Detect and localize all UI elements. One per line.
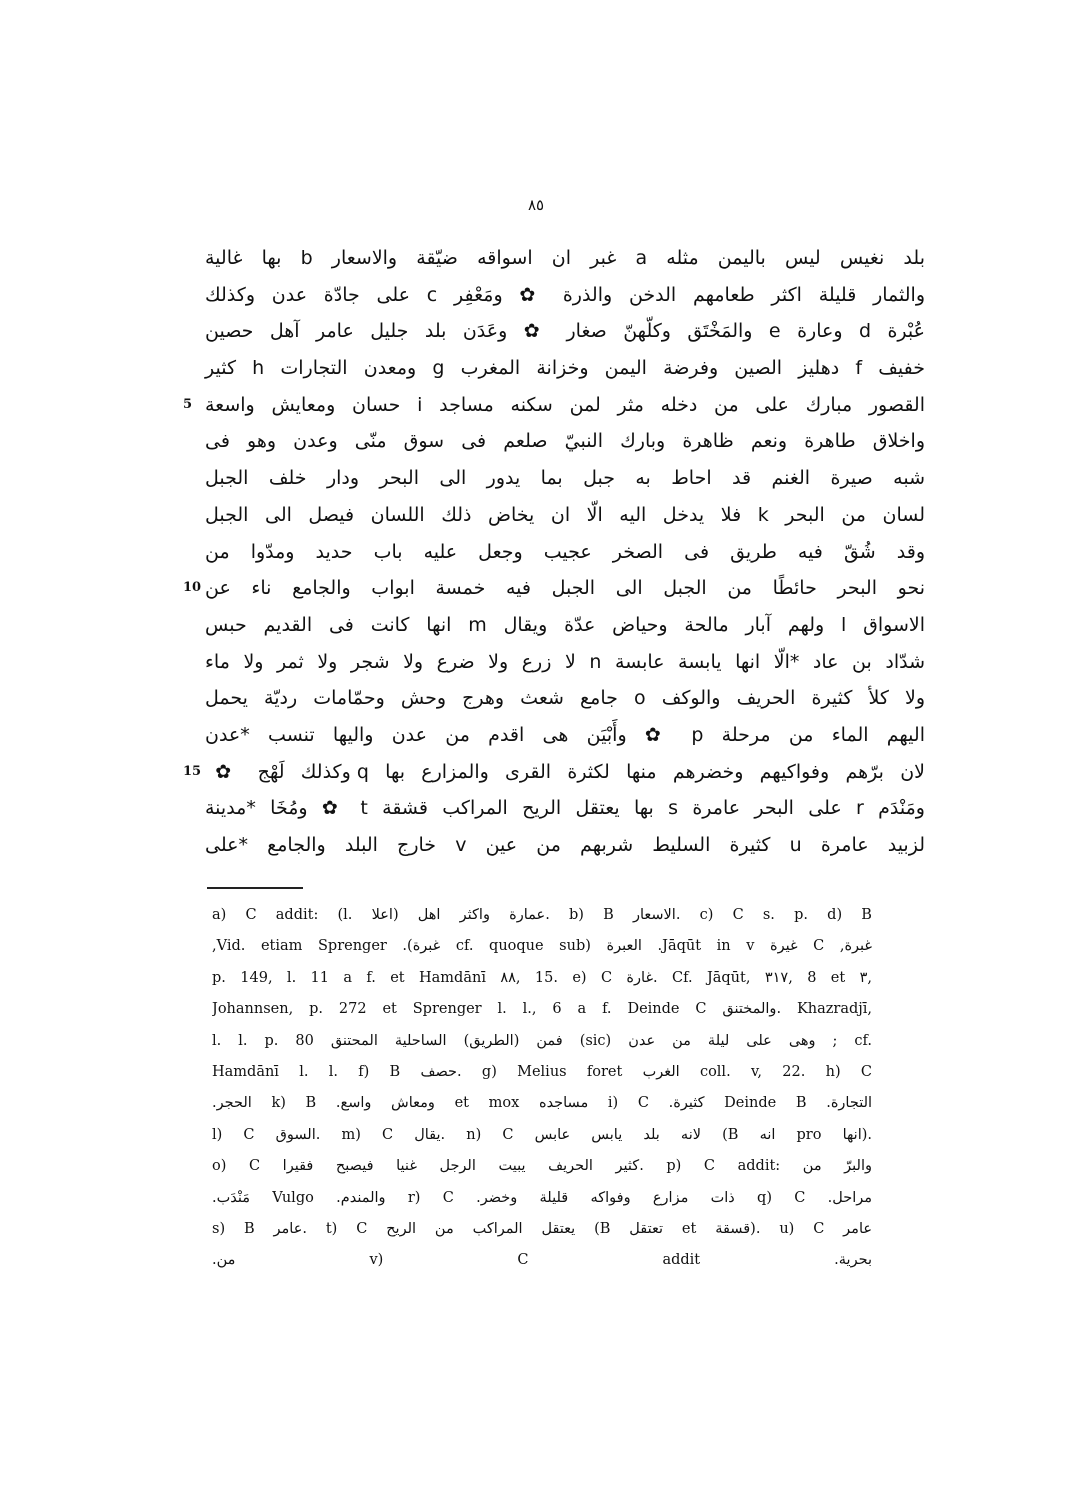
line-text: لزبيد عامرة u كثيرة السليط شربهم من عين v خارج البلد والجامع *على bbox=[205, 834, 925, 856]
text-line bbox=[205, 644, 925, 681]
line-text: والثمار قليلة اكثر طعامهم الدخن والذرة ✿ ومَعْفِر c على جادّة عدن وكذلك bbox=[205, 283, 925, 306]
line-text: وقد شُقّ فيه طريق فى الصخر عجيب وجعل عليه باب حديد ومدّوا من bbox=[205, 540, 925, 563]
line-number: 15 bbox=[183, 763, 202, 779]
footnotes bbox=[212, 900, 872, 1277]
text-line bbox=[205, 717, 925, 754]
line-text: لسان من البحر k فلا يدخل اليه الّا ان يخاض ذلك اللسان فيصل الى الجبل bbox=[205, 503, 925, 526]
line-number: 10 bbox=[183, 580, 202, 596]
footnote-line: بحرية. v) C addit من. bbox=[212, 1252, 872, 1269]
line-text: خفيف f دهليز الصين وفرضة اليمن وخزانة المغرب g ومعدن التجارات h كثير bbox=[205, 357, 925, 380]
footnote-line: o) C كثير الحريف يبيت الرجل غنيا فيصبح فقيرا. p) C addit: والبرّ من bbox=[212, 1158, 872, 1175]
text-line bbox=[205, 607, 925, 644]
line-text: واخلاق طاهرة ونعم ظاهرة وبارك النبيّ صلعم فى سوق منّى وعدن وهو فى bbox=[205, 430, 925, 453]
text-line bbox=[205, 497, 925, 534]
footnote-line: p. 149, l. 11 a f. et Hamdānī ٨٨, 15. e) C غارة. Cf. Jāqūt, ٣١٧, 8 et ٣, bbox=[212, 969, 872, 986]
text-line bbox=[183, 570, 925, 607]
text-line bbox=[205, 240, 925, 277]
line-text: ومَنْدَم r على البحر عامرة s بها يعتقل الريح المراكب قشقة t ✿ ومُخَا *مدينة bbox=[205, 797, 925, 820]
text-line bbox=[183, 387, 925, 424]
footnote-line: l) C السوق. m) C يقال. n) C لانه بلد يابس عابس (B انه pro انها). bbox=[212, 1126, 872, 1143]
line-text: الاسواق l ولهم آبار مالحة وحياض عدّة ويقال m انها كانت فى القديم حبس bbox=[205, 613, 925, 636]
text-line bbox=[205, 534, 925, 571]
footnote-line: غبرة, C غيرة Jāqūt in v. العبرة (cf. quoque sub غبرة). Vid. etiam Sprenger, bbox=[212, 938, 872, 955]
footnote-line: Hamdānī l. l. f) B حصف. g) Melius foret الغرب coll. v, 22. h) C bbox=[212, 1063, 872, 1080]
footnote-line: l. l. p. 80 فمن (الطريق) الساحلية المحتنق (sic) وهى على ليلة من عدن ; cf. bbox=[212, 1032, 872, 1049]
footnote-line: s) B عامر. t) C يعتقل المراكب من الريح (B تعتقل et قسقة). u) C عامر bbox=[212, 1220, 872, 1237]
footnote-line: مراحل. q) C ذات مزارع وفواكه قليلة وخضر. r) C والمندم. Vulgo مَنْدَب. bbox=[212, 1189, 872, 1206]
footnote-line: Johannsen, p. 272 et Sprenger l. l., 6 a f. Deinde C والمختنق. Khazradjī, bbox=[212, 1001, 872, 1018]
text-line bbox=[205, 680, 925, 717]
page-number: ٨٥ bbox=[527, 196, 545, 214]
text-line bbox=[205, 350, 925, 387]
text-line bbox=[205, 313, 925, 350]
line-text: عُبْرة d وعارة e والمَخْتَق وكلّهنّ صغار ✿ وعَدَن بلد جليل عامر آهل حصين bbox=[205, 320, 925, 343]
line-text: اليهم الماء من مرحلة p ✿ وأَبْيَن هى اقدم من عدن واليها تنسب *عدن bbox=[205, 723, 925, 746]
line-text: شدّاد بن عاد *الّا انها يابسة عابسة n لا زرع ولا ضرع ولا شجر ولا ثمر ولا ماء bbox=[205, 650, 925, 673]
footnote-separator bbox=[207, 887, 303, 889]
line-text: بلد نغيس ليس باليمن مثله a غبر ان اسواقه ضيّقة والاسعار b بها غالية bbox=[205, 247, 925, 269]
line-text: لان برّهم وفواكيهم وخضرهم منها لكثرة القرى والمزارع بها q وكذلك لَهْج ✿ bbox=[205, 760, 925, 783]
line-text: شبه صيرة الغنم قد احاط به جبل بما يدور الى البحر ودار خلف الجبل bbox=[205, 467, 925, 490]
text-line bbox=[205, 827, 925, 864]
text-line bbox=[205, 460, 925, 497]
line-text: القصور مبارك على من دخله مثر لمن سكنه مساجد i حسان ومعايش واسعة bbox=[205, 393, 925, 416]
text-line bbox=[205, 423, 925, 460]
text-line bbox=[205, 277, 925, 314]
arabic-body-text bbox=[183, 240, 925, 864]
text-line bbox=[205, 790, 925, 827]
line-text: نحو البحر حائطًا من الجبل الى الجبل فيه خمسة ابواب والجامع ناء عن bbox=[205, 577, 925, 600]
footnote-line: a) C addit: (l. اعلا) عمارة واكثر اهل. b) B الاسعار. c) C s. p. d) B bbox=[212, 907, 872, 923]
footnote-line: التجارة. Deinde B كثيرة. i) C مساجده et mox ومعاش واسع. k) B الحجر. bbox=[212, 1095, 872, 1112]
line-number: 5 bbox=[183, 396, 193, 412]
text-line bbox=[183, 754, 925, 791]
line-text: ولا كلأ كثيرة الحريف والوكف o جامع شعث وهرج وحش وحمّامات رديّة يحمل bbox=[205, 687, 925, 710]
